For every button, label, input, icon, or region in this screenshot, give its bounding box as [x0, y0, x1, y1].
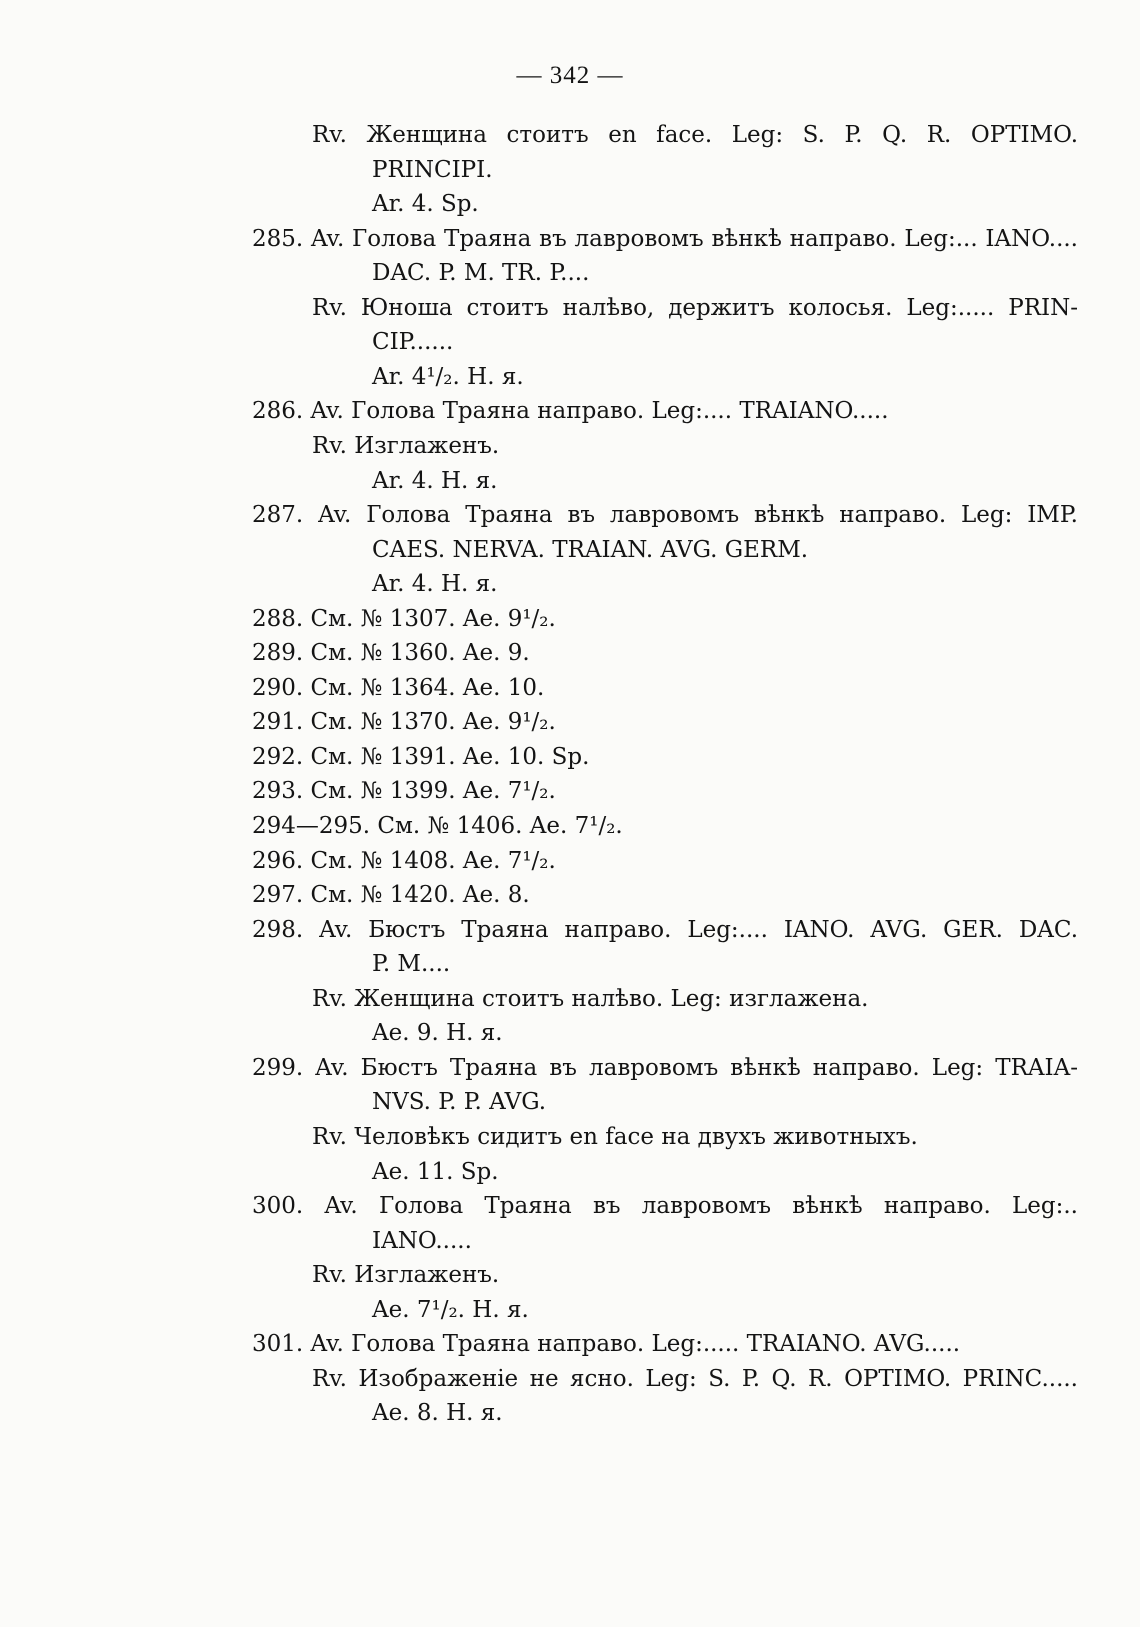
catalog-entry-subline: CIP...... — [372, 329, 454, 355]
catalog-entry-line: 285. Av. Голова Траяна въ лавровомъ вѣнкѣ направо. Leg:... IANO.... — [252, 226, 1078, 252]
catalog-entry-subline: PRINCIPI. — [372, 157, 493, 183]
catalog-entry-subline: Rv. Юноша стоитъ налѣво, держитъ колосья. Leg:..... PRIN- — [312, 295, 1078, 321]
catalog-entry-subline: Rv. Человѣкъ сидитъ en face на двухъ животныхъ. — [312, 1124, 918, 1150]
catalog-entry-subline: Rv. Изглаженъ. — [312, 1262, 500, 1288]
catalog-entry-line: 289. См. № 1360. Ae. 9. — [252, 640, 530, 666]
catalog-entry-subline: Ae. 8. H. я. — [372, 1400, 503, 1426]
catalog-entry-line: 286. Av. Голова Траяна направо. Leg:.... TRAIANO..... — [252, 398, 889, 424]
catalog-entry-subline: DAC. P. M. TR. P.... — [372, 260, 590, 286]
catalog-entry-subline: Ar. 4¹/₂. H. я. — [372, 364, 524, 390]
catalog-entry-line: 290. См. № 1364. Ae. 10. — [252, 675, 545, 701]
catalog-entry-subline: Rv. Женщина стоитъ en face. Leg: S. P. Q. R. OPTIMO. — [312, 122, 1078, 148]
catalog-entry-subline: NVS. P. P. AVG. — [372, 1089, 547, 1115]
catalog-entry-line: 301. Av. Голова Траяна направо. Leg:..... TRAIANO. AVG..... — [252, 1331, 961, 1357]
catalog-entry-subline: Ar. 4. Sp. — [372, 191, 479, 217]
catalog-entry-subline: CAES. NERVA. TRAIAN. AVG. GERM. — [372, 537, 809, 563]
catalog-entry-line: 291. См. № 1370. Ae. 9¹/₂. — [252, 709, 556, 735]
catalog-entry-line: 293. См. № 1399. Ae. 7¹/₂. — [252, 778, 556, 804]
catalog-entry-line: 288. См. № 1307. Ae. 9¹/₂. — [252, 606, 556, 632]
catalog-entry-subline: Ar. 4. H. я. — [372, 571, 498, 597]
catalog-entry-subline: Ae. 11. Sp. — [372, 1159, 499, 1185]
catalog-entry-subline: Rv. Изглаженъ. — [312, 433, 500, 459]
catalog-entry-subline: Ae. 7¹/₂. H. я. — [372, 1297, 529, 1323]
page-number: — 342 — — [516, 62, 624, 89]
catalog-entry-subline: Rv. Женщина стоитъ налѣво. Leg: изглажена. — [312, 986, 869, 1012]
catalog-entry-line: 297. См. № 1420. Ae. 8. — [252, 882, 530, 908]
catalog-entry-line: 294—295. См. № 1406. Ae. 7¹/₂. — [252, 813, 623, 839]
catalog-entry-line: 298. Av. Бюстъ Траяна направо. Leg:.... IANO. AVG. GER. DAC. — [252, 917, 1078, 943]
catalog-entry-line: 299. Av. Бюстъ Траяна въ лавровомъ вѣнкѣ направо. Leg: TRAIA- — [252, 1055, 1078, 1081]
catalog-entry-line: 296. См. № 1408. Ae. 7¹/₂. — [252, 848, 556, 874]
catalog-entry-subline: Ar. 4. H. я. — [372, 468, 498, 494]
catalog-entry-subline: Rv. Изображеніе не ясно. Leg: S. P. Q. R. OPTIMO. PRINC..... — [312, 1366, 1078, 1392]
catalog-entry-line: 287. Av. Голова Траяна въ лавровомъ вѣнкѣ направо. Leg: IMP. — [252, 502, 1078, 528]
catalog-entry-line: 292. См. № 1391. Ae. 10. Sp. — [252, 744, 590, 770]
catalog-entry-subline: IANO..... — [372, 1228, 472, 1254]
catalog-entry-subline: Ae. 9. H. я. — [372, 1020, 503, 1046]
catalog-entry-subline: P. M.... — [372, 951, 451, 977]
catalog-entry-line: 300. Av. Голова Траяна въ лавровомъ вѣнкѣ направо. Leg:.. — [252, 1193, 1078, 1219]
